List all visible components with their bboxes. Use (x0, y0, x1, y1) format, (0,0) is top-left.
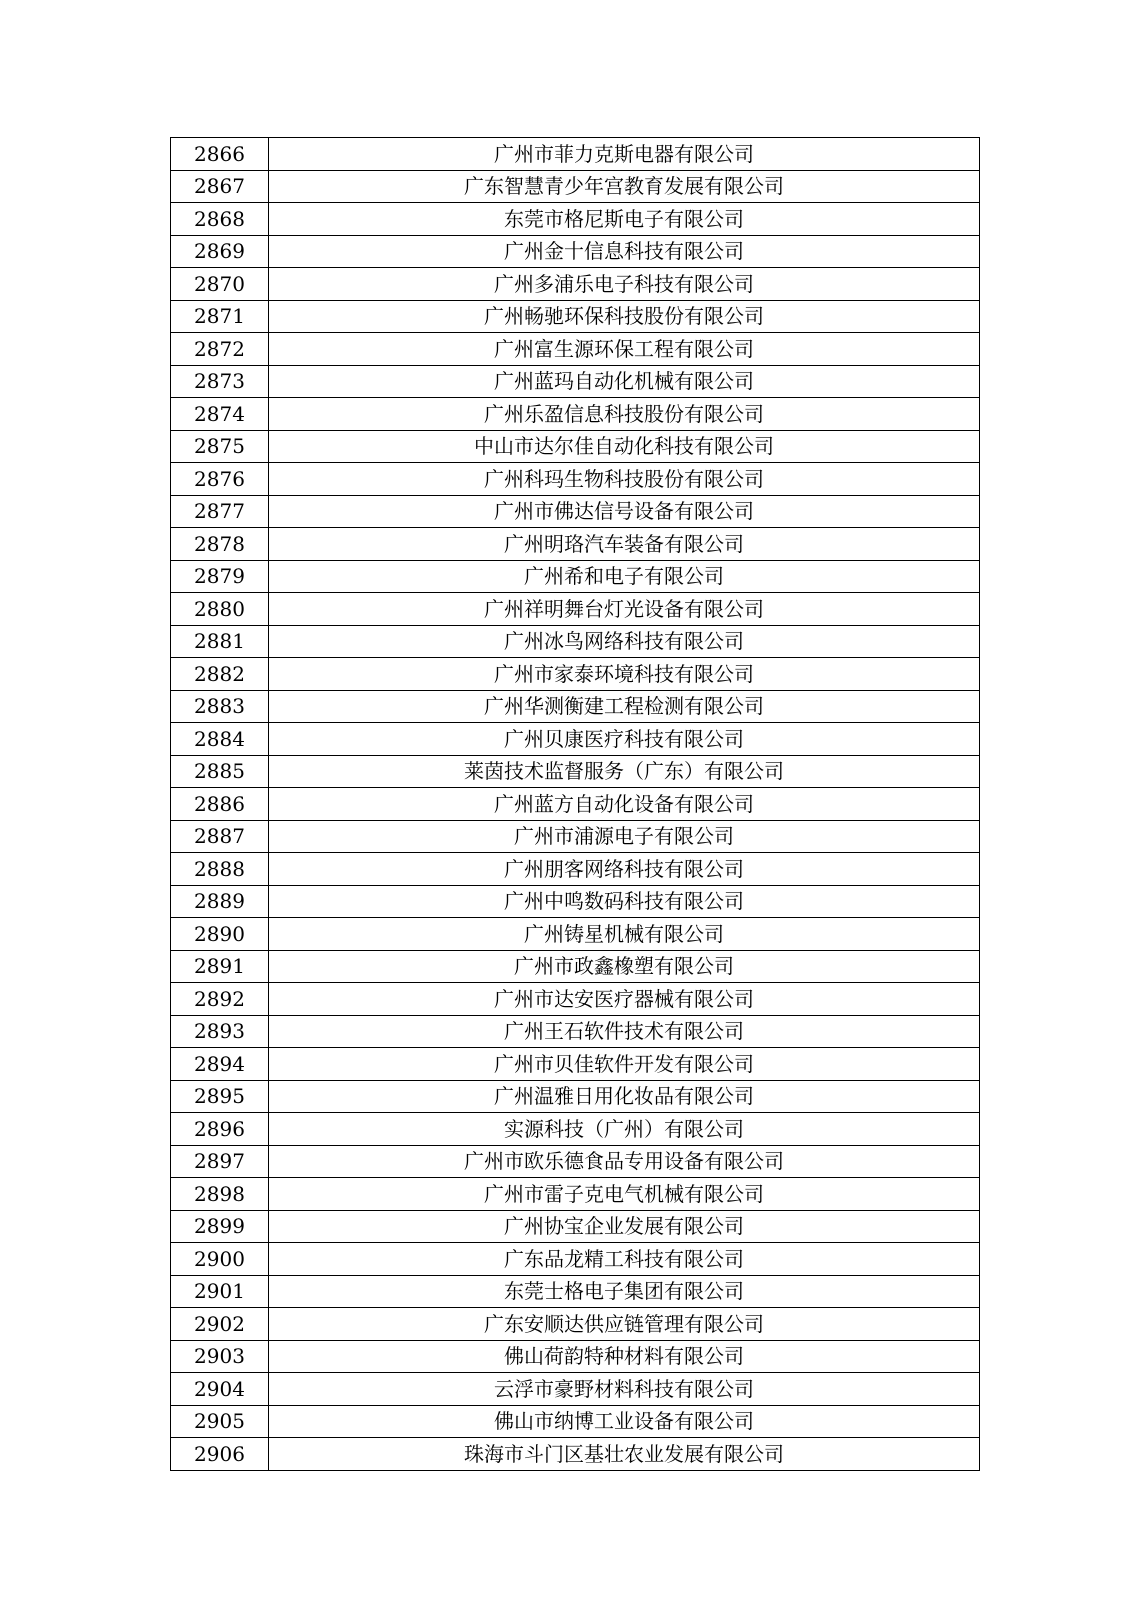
company-name: 东莞士格电子集团有限公司 (269, 1275, 980, 1308)
table-row (171, 755, 980, 788)
company-name: 广州贝康医疗科技有限公司 (269, 723, 980, 756)
row-number: 2870 (171, 268, 269, 301)
row-number: 2886 (171, 788, 269, 821)
row-number: 2896 (171, 1113, 269, 1146)
table-row (171, 820, 980, 853)
company-list-body (171, 138, 980, 1471)
company-name: 广州市欧乐德食品专用设备有限公司 (269, 1145, 980, 1178)
company-name: 广州温雅日用化妆品有限公司 (269, 1080, 980, 1113)
company-name: 广州明珞汽车装备有限公司 (269, 528, 980, 561)
row-number: 2899 (171, 1210, 269, 1243)
row-number: 2877 (171, 495, 269, 528)
row-number: 2892 (171, 983, 269, 1016)
table-row (171, 495, 980, 528)
table-row (171, 983, 980, 1016)
company-name: 广州华测衡建工程检测有限公司 (269, 690, 980, 723)
table-row (171, 430, 980, 463)
row-number: 2866 (171, 138, 269, 171)
table-row (171, 333, 980, 366)
company-name: 中山市达尔佳自动化科技有限公司 (269, 430, 980, 463)
row-number: 2906 (171, 1438, 269, 1471)
table-row (171, 885, 980, 918)
table-row (171, 1373, 980, 1406)
table-row (171, 723, 980, 756)
table-row (171, 1340, 980, 1373)
table-row (171, 1243, 980, 1276)
company-name: 广州朋客网络科技有限公司 (269, 853, 980, 886)
company-name: 珠海市斗门区基壮农业发展有限公司 (269, 1438, 980, 1471)
row-number: 2885 (171, 755, 269, 788)
table-row (171, 203, 980, 236)
row-number: 2905 (171, 1405, 269, 1438)
table-row (171, 398, 980, 431)
table-row (171, 170, 980, 203)
table-row (171, 788, 980, 821)
row-number: 2889 (171, 885, 269, 918)
company-name: 广州畅驰环保科技股份有限公司 (269, 300, 980, 333)
company-name: 广州市贝佳软件开发有限公司 (269, 1048, 980, 1081)
table-row (171, 463, 980, 496)
company-name: 莱茵技术监督服务（广东）有限公司 (269, 755, 980, 788)
table-row (171, 1080, 980, 1113)
row-number: 2884 (171, 723, 269, 756)
company-name: 广州王石软件技术有限公司 (269, 1015, 980, 1048)
table-row (171, 528, 980, 561)
table-row (171, 1210, 980, 1243)
company-name: 佛山荷韵特种材料有限公司 (269, 1340, 980, 1373)
row-number: 2893 (171, 1015, 269, 1048)
company-name: 广东智慧青少年宫教育发展有限公司 (269, 170, 980, 203)
company-name: 广州祥明舞台灯光设备有限公司 (269, 593, 980, 626)
table-row (171, 853, 980, 886)
table-row (171, 1405, 980, 1438)
company-name: 广州蓝方自动化设备有限公司 (269, 788, 980, 821)
company-name: 广州冰鸟网络科技有限公司 (269, 625, 980, 658)
table-row (171, 235, 980, 268)
company-name: 广州协宝企业发展有限公司 (269, 1210, 980, 1243)
table-row (171, 138, 980, 171)
row-number: 2881 (171, 625, 269, 658)
row-number: 2876 (171, 463, 269, 496)
company-name: 云浮市豪野材料科技有限公司 (269, 1373, 980, 1406)
table-row (171, 625, 980, 658)
row-number: 2897 (171, 1145, 269, 1178)
row-number: 2872 (171, 333, 269, 366)
row-number: 2879 (171, 560, 269, 593)
table-row (171, 1308, 980, 1341)
table-row (171, 658, 980, 691)
row-number: 2882 (171, 658, 269, 691)
company-name: 广州乐盈信息科技股份有限公司 (269, 398, 980, 431)
company-name: 广东安顺达供应链管理有限公司 (269, 1308, 980, 1341)
row-number: 2868 (171, 203, 269, 236)
table-row (171, 1015, 980, 1048)
company-name: 广州市菲力克斯电器有限公司 (269, 138, 980, 171)
table-row (171, 1178, 980, 1211)
table-row (171, 1275, 980, 1308)
table-row (171, 1145, 980, 1178)
company-name: 东莞市格尼斯电子有限公司 (269, 203, 980, 236)
company-name: 广州科玛生物科技股份有限公司 (269, 463, 980, 496)
company-name: 广州市佛达信号设备有限公司 (269, 495, 980, 528)
company-name: 广州铸星机械有限公司 (269, 918, 980, 951)
company-name: 广州金十信息科技有限公司 (269, 235, 980, 268)
row-number: 2887 (171, 820, 269, 853)
company-name: 广州市达安医疗器械有限公司 (269, 983, 980, 1016)
row-number: 2900 (171, 1243, 269, 1276)
row-number: 2891 (171, 950, 269, 983)
table-row (171, 300, 980, 333)
company-name: 广州市政鑫橡塑有限公司 (269, 950, 980, 983)
table-row (171, 1048, 980, 1081)
row-number: 2883 (171, 690, 269, 723)
table-row (171, 365, 980, 398)
company-list-table (170, 137, 980, 1471)
company-name: 广州希和电子有限公司 (269, 560, 980, 593)
row-number: 2869 (171, 235, 269, 268)
table-row (171, 950, 980, 983)
table-row (171, 593, 980, 626)
row-number: 2890 (171, 918, 269, 951)
row-number: 2902 (171, 1308, 269, 1341)
company-name: 广州市家泰环境科技有限公司 (269, 658, 980, 691)
row-number: 2888 (171, 853, 269, 886)
row-number: 2903 (171, 1340, 269, 1373)
company-name: 佛山市纳博工业设备有限公司 (269, 1405, 980, 1438)
row-number: 2875 (171, 430, 269, 463)
row-number: 2867 (171, 170, 269, 203)
row-number: 2878 (171, 528, 269, 561)
row-number: 2894 (171, 1048, 269, 1081)
row-number: 2901 (171, 1275, 269, 1308)
row-number: 2871 (171, 300, 269, 333)
company-name: 广州中鸣数码科技有限公司 (269, 885, 980, 918)
row-number: 2880 (171, 593, 269, 626)
company-name: 广州市浦源电子有限公司 (269, 820, 980, 853)
company-name: 广州市雷子克电气机械有限公司 (269, 1178, 980, 1211)
company-name: 实源科技（广州）有限公司 (269, 1113, 980, 1146)
table-row (171, 268, 980, 301)
company-name: 广州多浦乐电子科技有限公司 (269, 268, 980, 301)
table-row (171, 1438, 980, 1471)
company-name: 广州富生源环保工程有限公司 (269, 333, 980, 366)
row-number: 2874 (171, 398, 269, 431)
row-number: 2873 (171, 365, 269, 398)
row-number: 2904 (171, 1373, 269, 1406)
table-row (171, 1113, 980, 1146)
table-row (171, 690, 980, 723)
table-row (171, 560, 980, 593)
company-name: 广东品龙精工科技有限公司 (269, 1243, 980, 1276)
company-name: 广州蓝玛自动化机械有限公司 (269, 365, 980, 398)
row-number: 2895 (171, 1080, 269, 1113)
row-number: 2898 (171, 1178, 269, 1211)
table-row (171, 918, 980, 951)
